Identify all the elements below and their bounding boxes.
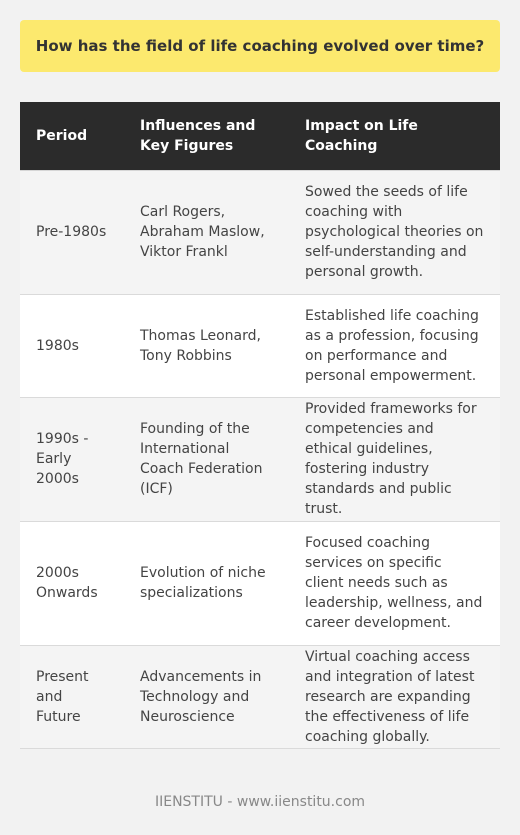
- table-row: [20, 397, 500, 521]
- cell-influences: Evolution of niche specializations: [124, 521, 289, 645]
- cell-period: Pre-1980s: [20, 170, 124, 294]
- cell-influences: Carl Rogers, Abraham Maslow, Viktor Frankl: [124, 170, 289, 294]
- cell-influences: Advancements in Technology and Neuroscience: [124, 645, 289, 748]
- cell-influences: Founding of the International Coach Federation (ICF): [124, 397, 289, 521]
- header-period: Period: [20, 102, 124, 170]
- cell-impact: Sowed the seeds of life coaching with psychological theories on self-understanding and personal growth.: [289, 170, 500, 294]
- page-title-text: How has the field of life coaching evolved over time?: [35, 37, 485, 55]
- cell-impact: Established life coaching as a profession, focusing on performance and personal empowerment.: [289, 294, 500, 397]
- page-title: [20, 20, 500, 72]
- cell-impact: Provided frameworks for competencies and ethical guidelines, fostering industry standards and public trust.: [289, 397, 500, 521]
- cell-impact: Virtual coaching access and integration of latest research are expanding the effectiveness of life coaching globally.: [289, 645, 500, 748]
- table-row: [20, 294, 500, 397]
- cell-influences: Thomas Leonard, Tony Robbins: [124, 294, 289, 397]
- cell-period: 1990s - Early 2000s: [20, 397, 124, 521]
- table-row: [20, 645, 500, 748]
- cell-period: Present and Future: [20, 645, 124, 748]
- cell-period: 1980s: [20, 294, 124, 397]
- header-influences: Influences and Key Figures: [124, 102, 289, 170]
- table-row: [20, 170, 500, 294]
- cell-period: 2000s Onwards: [20, 521, 124, 645]
- cell-impact: Focused coaching services on specific client needs such as leadership, wellness, and career development.: [289, 521, 500, 645]
- table-row: [20, 521, 500, 645]
- evolution-table: [20, 102, 500, 749]
- table-header-row: [20, 102, 500, 170]
- header-impact: Impact on Life Coaching: [289, 102, 500, 170]
- footer-credit: IIENSTITU - www.iienstitu.com: [154, 794, 366, 810]
